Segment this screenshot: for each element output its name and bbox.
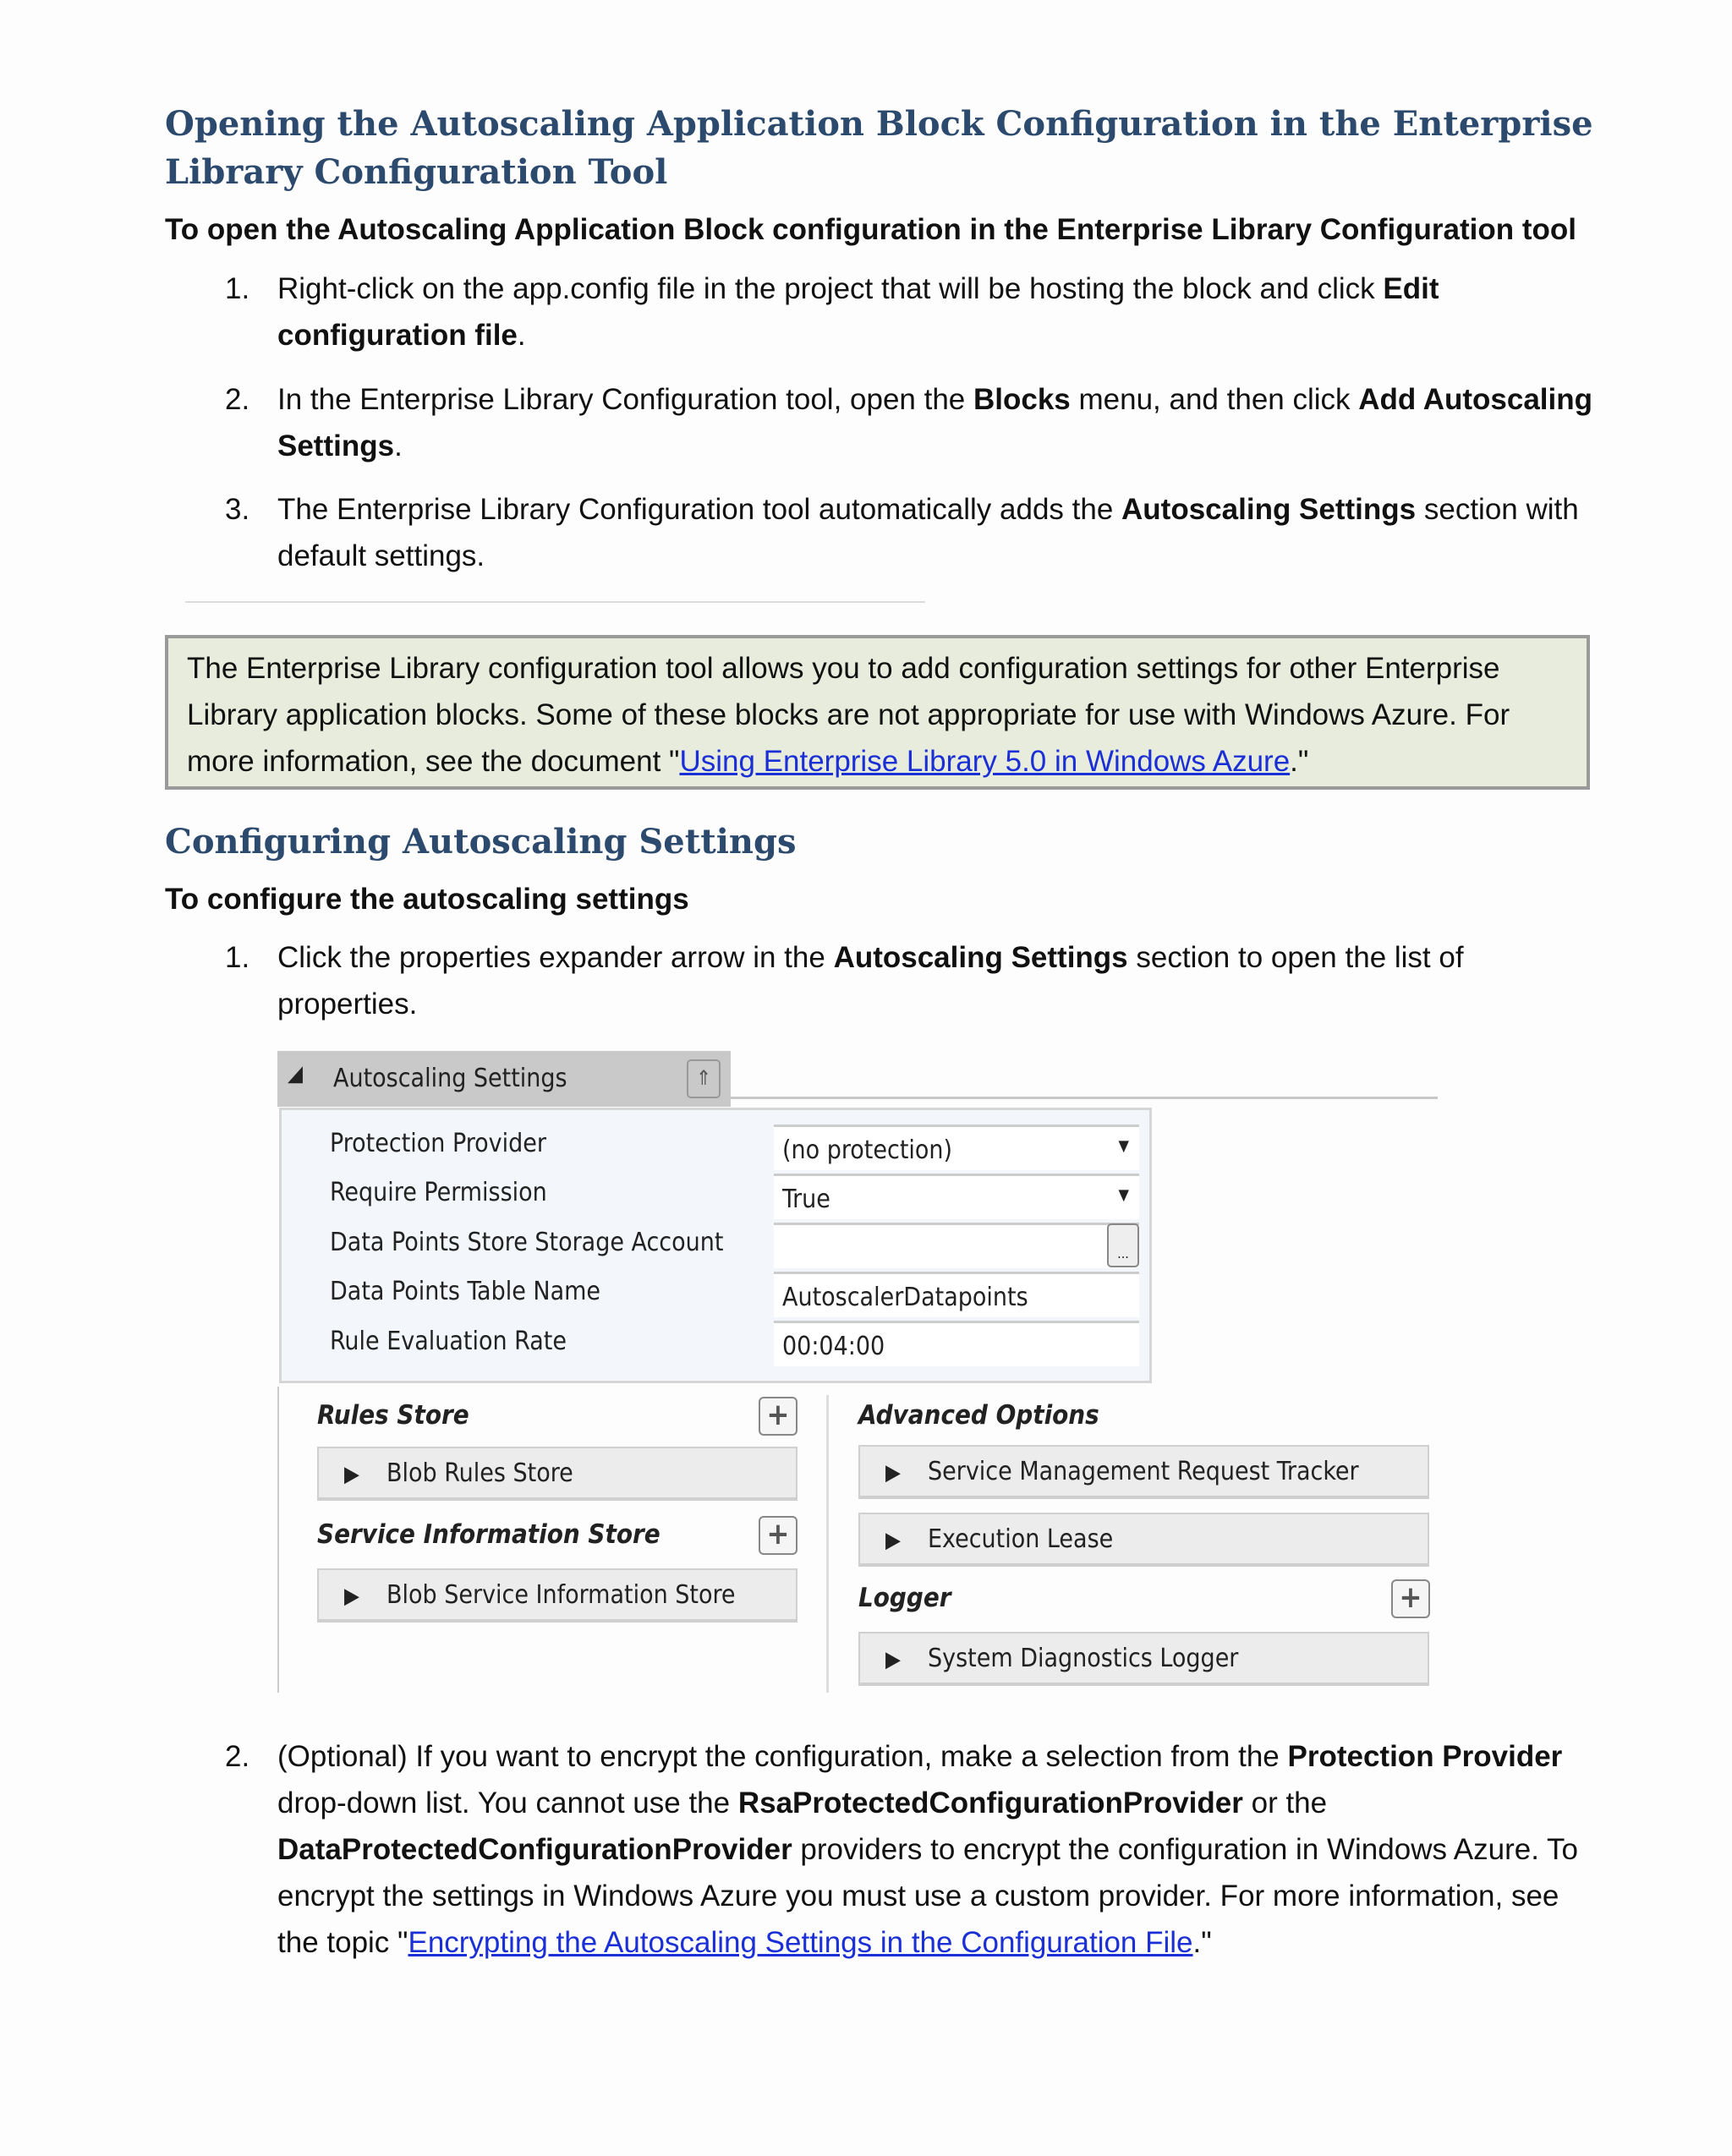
section-heading-opening: Opening the Autoscaling Application Block Configuration in the Enterprise Library Configuration Tool	[165, 104, 1593, 192]
step-number: 2.	[225, 383, 250, 416]
column-divider	[826, 1395, 829, 1693]
advanced-options-heading: Advanced Options	[858, 1400, 1099, 1431]
step-text: (Optional) If you want to encrypt the configuration, make a selection from the Protection Provider drop-down list. You cannot use the RsaProtectedConfigurationProvider or the DataProtectedConfigurationProvider providers to encrypt the configuration in Windows Azure. To encrypt the settings in Windows Azure you must use a custom provider. For more information, see the topic "Encrypting the Autoscaling Settings in the Configuration File."	[277, 1740, 1578, 1959]
step-number: 2.	[225, 1740, 250, 1773]
logger-heading: Logger	[858, 1583, 951, 1613]
blob-rules-store-item[interactable]: ▶ Blob Rules Store	[317, 1447, 797, 1501]
add-rules-store-plus-icon[interactable]: +	[759, 1397, 797, 1436]
service-info-store-heading: Service Information Store	[317, 1519, 660, 1550]
prop-label: Data Points Store Storage Account	[330, 1228, 724, 1257]
add-logger-plus-icon[interactable]: +	[1391, 1579, 1430, 1618]
note-link[interactable]: Using Enterprise Library 5.0 in Windows Azure	[679, 745, 1291, 778]
prop-label: Require Permission	[330, 1178, 547, 1207]
system-diagnostics-logger-item[interactable]: ▶ System Diagnostics Logger	[858, 1632, 1429, 1686]
expand-arrow-icon[interactable]: ▶	[885, 1647, 901, 1672]
expand-arrow-icon[interactable]: ▶	[344, 1462, 359, 1487]
rule-evaluation-rate-input[interactable]: 00:04:00	[774, 1321, 1139, 1366]
encrypting-link[interactable]: Encrypting the Autoscaling Settings in the Configuration File	[408, 1926, 1193, 1959]
expand-arrow-icon[interactable]: ▶	[344, 1584, 359, 1609]
require-permission-select[interactable]: True ▼	[774, 1174, 1139, 1219]
note-box: The Enterprise Library configuration tool allows you to add configuration settings for other Enterprise Library application blocks. Some of these blocks are not appropriate for use with Windows Azure. For more information, see the document "Using Enterprise Library 5.0 in Windows Azure."	[165, 635, 1590, 790]
step-number: 1.	[225, 272, 250, 305]
collapse-properties-icon[interactable]: ⇑	[687, 1059, 721, 1098]
header-label: Autoscaling Settings	[333, 1064, 567, 1093]
storage-account-input[interactable]	[774, 1223, 1139, 1268]
step-text: Right-click on the app.config file in the project that will be hosting the block and click Edit configuration file.	[277, 272, 1439, 352]
procedure-title: To open the Autoscaling Application Block configuration in the Enterprise Library Configuration tool	[165, 213, 1577, 246]
panel-border	[277, 1387, 279, 1693]
execution-lease-item[interactable]: ▶ Execution Lease	[858, 1513, 1429, 1567]
step-number: 3.	[225, 493, 250, 526]
collapse-triangle-icon[interactable]: ◢	[288, 1061, 303, 1086]
step-text: In the Enterprise Library Configuration tool, open the Blocks menu, and then click Add Autoscaling Settings.	[277, 383, 1593, 462]
header-line	[731, 1097, 1438, 1099]
expand-arrow-icon[interactable]: ▶	[885, 1460, 901, 1486]
prop-label: Rule Evaluation Rate	[330, 1327, 567, 1356]
add-service-info-store-plus-icon[interactable]: +	[759, 1516, 797, 1555]
step-text: The Enterprise Library Configuration tool automatically adds the Autoscaling Settings section with default settings.	[277, 493, 1579, 572]
rules-store-heading: Rules Store	[317, 1400, 469, 1431]
prop-label: Data Points Table Name	[330, 1277, 601, 1306]
procedure-title: To configure the autoscaling settings	[165, 883, 689, 916]
expand-arrow-icon[interactable]: ▶	[885, 1528, 901, 1553]
protection-provider-select[interactable]: (no protection) ▼	[774, 1125, 1139, 1170]
prop-label: Protection Provider	[330, 1129, 546, 1158]
section-heading-configuring: Configuring Autoscaling Settings	[165, 822, 797, 862]
step-number: 1.	[225, 941, 250, 974]
autoscaling-settings-header[interactable]	[277, 1051, 731, 1107]
blob-service-info-store-item[interactable]: ▶ Blob Service Information Store	[317, 1568, 797, 1622]
browse-button[interactable]: ...	[1107, 1223, 1139, 1267]
step-text: Click the properties expander arrow in the Autoscaling Settings section to open the list of properties.	[277, 941, 1464, 1021]
smrt-item[interactable]: ▶ Service Management Request Tracker	[858, 1445, 1429, 1499]
divider	[185, 601, 925, 603]
table-name-input[interactable]: AutoscalerDatapoints	[774, 1272, 1139, 1317]
